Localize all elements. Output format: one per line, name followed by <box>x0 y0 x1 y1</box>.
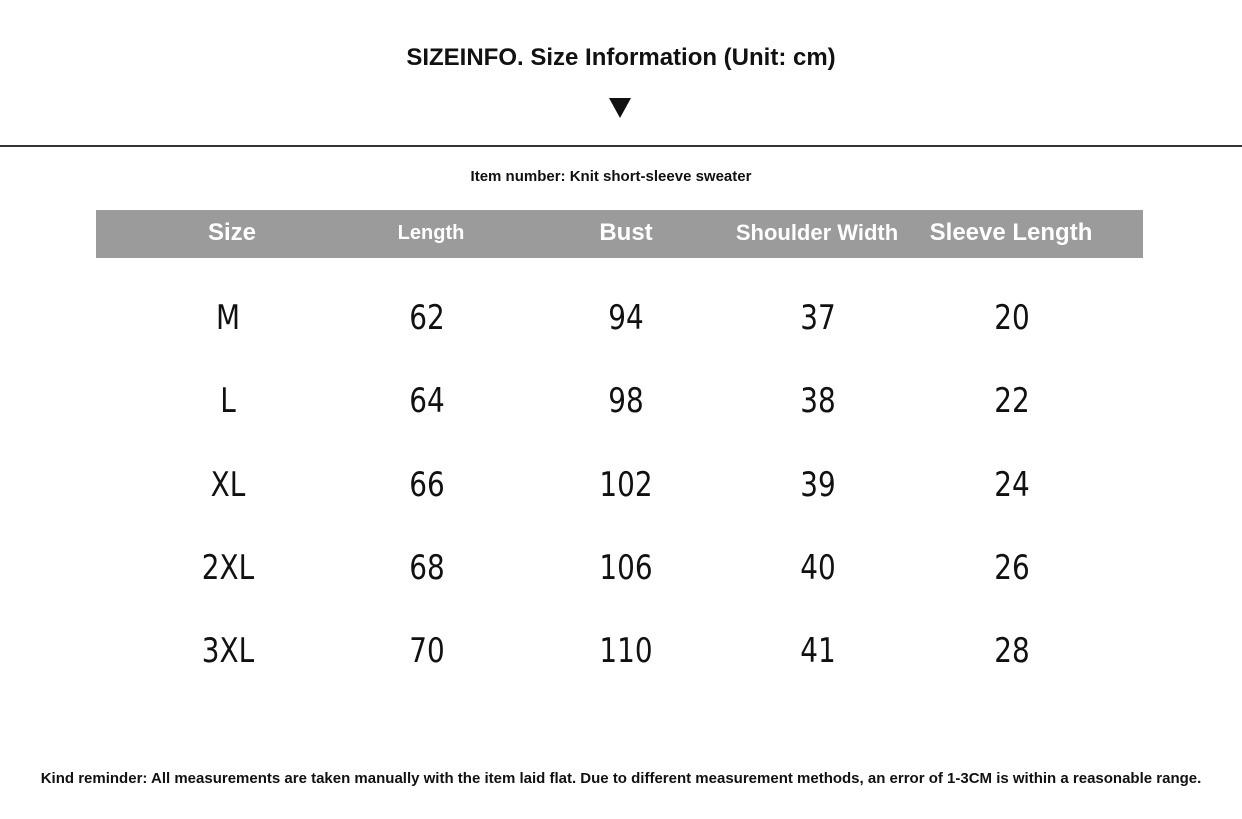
cell-sleeve-length: 28 <box>994 631 1030 671</box>
cell-sleeve-length: 24 <box>994 465 1030 505</box>
cell-size: 2XL <box>201 548 255 588</box>
cell-length: 68 <box>409 548 445 588</box>
cell-sleeve-length: 26 <box>994 548 1030 588</box>
cell-bust: 110 <box>599 631 653 671</box>
cell-shoulder-width: 38 <box>800 381 836 421</box>
table-row <box>0 455 1242 515</box>
cell-shoulder-width: 39 <box>800 465 836 505</box>
cell-bust: 106 <box>599 548 653 588</box>
header-sleeve-length: Sleeve Length <box>929 219 1093 246</box>
cell-size: XL <box>210 465 246 505</box>
cell-bust: 94 <box>608 298 644 338</box>
header-bust: Bust <box>599 219 653 246</box>
cell-length: 70 <box>409 631 445 671</box>
header-size: Size <box>207 219 257 246</box>
page-title: SIZEINFO. Size Information (Unit: cm) <box>406 44 836 71</box>
item-number: Item number: Knit short-sleeve sweater <box>470 168 752 185</box>
divider <box>0 145 1242 147</box>
table-header <box>96 210 1143 258</box>
header-length: Length <box>397 222 465 244</box>
cell-shoulder-width: 40 <box>800 548 836 588</box>
header-shoulder-width: Shoulder Width <box>735 220 899 245</box>
down-arrow-icon <box>609 98 631 118</box>
table-row <box>0 371 1242 431</box>
cell-length: 66 <box>409 465 445 505</box>
cell-bust: 102 <box>599 465 653 505</box>
cell-size: M <box>215 298 241 338</box>
cell-shoulder-width: 41 <box>800 631 836 671</box>
cell-length: 62 <box>409 298 445 338</box>
kind-reminder: Kind reminder: All measurements are taken manually with the item laid flat. Due to different measurement methods, an error of 1-3CM is within a reasonable range. <box>40 770 1202 787</box>
cell-size: L <box>220 381 236 421</box>
cell-bust: 98 <box>608 381 644 421</box>
cell-sleeve-length: 22 <box>994 381 1030 421</box>
cell-length: 64 <box>409 381 445 421</box>
cell-size: 3XL <box>201 631 255 671</box>
table-row <box>0 288 1242 348</box>
cell-shoulder-width: 37 <box>800 298 836 338</box>
table-row <box>0 621 1242 681</box>
table-row <box>0 538 1242 598</box>
cell-sleeve-length: 20 <box>994 298 1030 338</box>
